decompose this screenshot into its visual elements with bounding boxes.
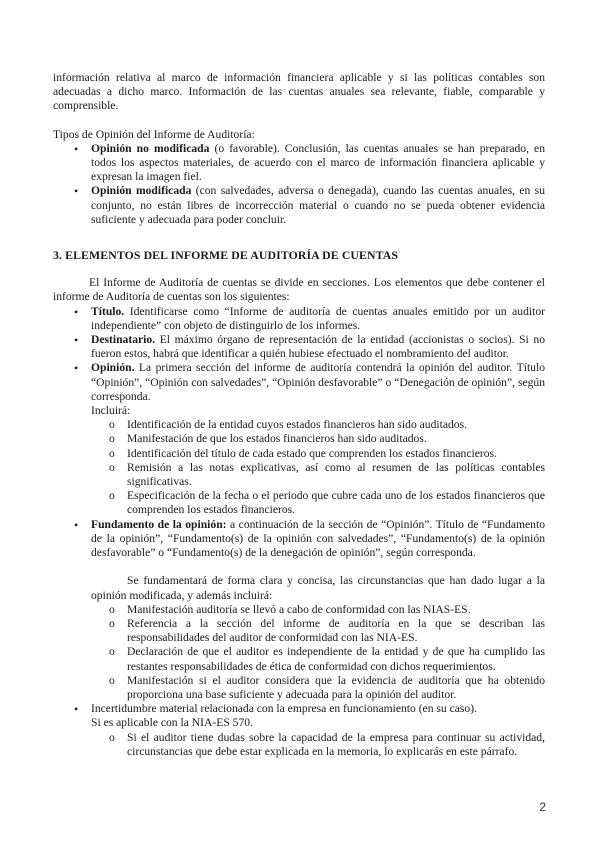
fundamento-followup: Se fundamentará de forma clara y concisa, las circunstancias que han dado lugar a la opinión modificada, y además incluirá: (91, 574, 545, 602)
sub-item: o Manifestación si el auditor considera que la evidencia de auditoría que ha obtenido proporciona una base suficiente y adecuada para la opinión del auditor. (53, 674, 545, 702)
includes-label: Incluirá: (91, 404, 131, 418)
sub-item: o Manifestación de que los estados financieros han sido auditados. (53, 432, 545, 446)
sub-item: o Remisión a las notas explicativas, así como al resumen de las políticas contables significativas. (53, 461, 545, 489)
section-title: 3. ELEMENTOS DEL INFORME DE AUDITORÍA DE CUENTAS (53, 248, 399, 263)
incertidumbre-subitems (53, 731, 545, 759)
elements-list (53, 305, 545, 419)
sub-item: o Manifestación auditoría se llevó a cabo de conformidad con las NIAS-ES. (53, 603, 545, 617)
opinion-types-list (53, 142, 545, 227)
sub-item: o Si el auditor tiene dudas sobre la capacidad de la empresa para continuar su actividad, circunstancias que debe estar explicada en la memoria, lo explicarás en este párrafo. (53, 731, 545, 759)
list-item-titulo: • Título. Identificarse como “Informe de auditoría de cuentas anuales emitido por un auditor independiente” con objeto de distinguirlo de los informes. (53, 305, 545, 333)
applies-note: Si es aplicable con la NIA-ES 570. (91, 716, 253, 730)
sub-item: o Identificación del título de cada estado que comprenden los estados financieros. (53, 447, 545, 461)
section-intro: El Informe de Auditoría de cuentas se divide en secciones. Los elementos que debe contener el informe de Auditoría de cuentas son los siguientes: (53, 276, 545, 304)
list-item-destinatario: • Destinatario. El máximo órgano de representación de la entidad (accionistas o socios). Si no fueron estos, habrá que identificar a quién hubiese efectuado el nombramiento del auditor. (53, 333, 545, 361)
sub-item: o Identificación de la entidad cuyos estados financieros han sido auditados. (53, 418, 545, 432)
intro-paragraph: información relativa al marco de información financiera aplicable y si las políticas contables son adecuadas a dicho marco. Información de las cuentas anuales sea relevante, fiable, comparable y comprensible. (53, 71, 545, 113)
sub-item: o Especificación de la fecha o el periodo que cubre cada uno de los estados financieros que comprenden los estados financieros. (53, 489, 545, 517)
list-item-opinion: • Opinión. La primera sección del informe de auditoría contendrá la opinión del auditor. Título “Opinión”, “Opinión con salvedades”, “Opinión desfavorable” o “Denegación de opinión”, según corresponda. Incluirá: (53, 361, 545, 418)
fundamento-subitems (53, 603, 545, 702)
sub-item: o Referencia a la sección del informe de auditoría en la que se describan las responsabilidades del auditor de conformidad con las NIA-ES. (53, 617, 545, 645)
list-item: • Opinión no modificada (o favorable). Conclusión, las cuentas anuales se han preparado, en todos los aspectos materiales, de acuerdo con el marco de información financiera aplicable y expresan la imagen fiel. (53, 142, 545, 185)
opinion-subitems (53, 418, 545, 517)
term: Opinión modificada (91, 184, 192, 198)
list-item: • Opinión modificada (con salvedades, adversa o denegada), cuando las cuentas anuales, en su conjunto, no están libres de incorrección material o cuando no se pueda obtener evidencia suficiente y adecuada para poder concluir. (53, 184, 545, 227)
document-page (53, 71, 545, 759)
page-number: 2 (539, 800, 546, 814)
list-item-incertidumbre: • Incertidumbre material relacionada con la empresa en funcionamiento (en su caso). Si es aplicable con la NIA-ES 570. (53, 702, 545, 730)
opinion-types-heading: Tipos de Opinión del Informe de Auditoría: (53, 127, 255, 141)
sub-item: o Declaración de que el auditor es independiente de la entidad y de que ha cumplido las restantes responsabilidades de ética de conformidad con dichos requerimientos. (53, 645, 545, 673)
list-item-fundamento: • Fundamento de la opinión: a continuación de la sección de “Opinión”. Título de “Fundamento de la opinión”, “Fundamento(s) de la opinión con salvedades”, “Fundamento(s) de la opinión desfavorable” o “Fundamento(s) de la denegación de opinión”, según corresponda. (53, 518, 545, 561)
term: Opinión no modificada (91, 141, 210, 155)
